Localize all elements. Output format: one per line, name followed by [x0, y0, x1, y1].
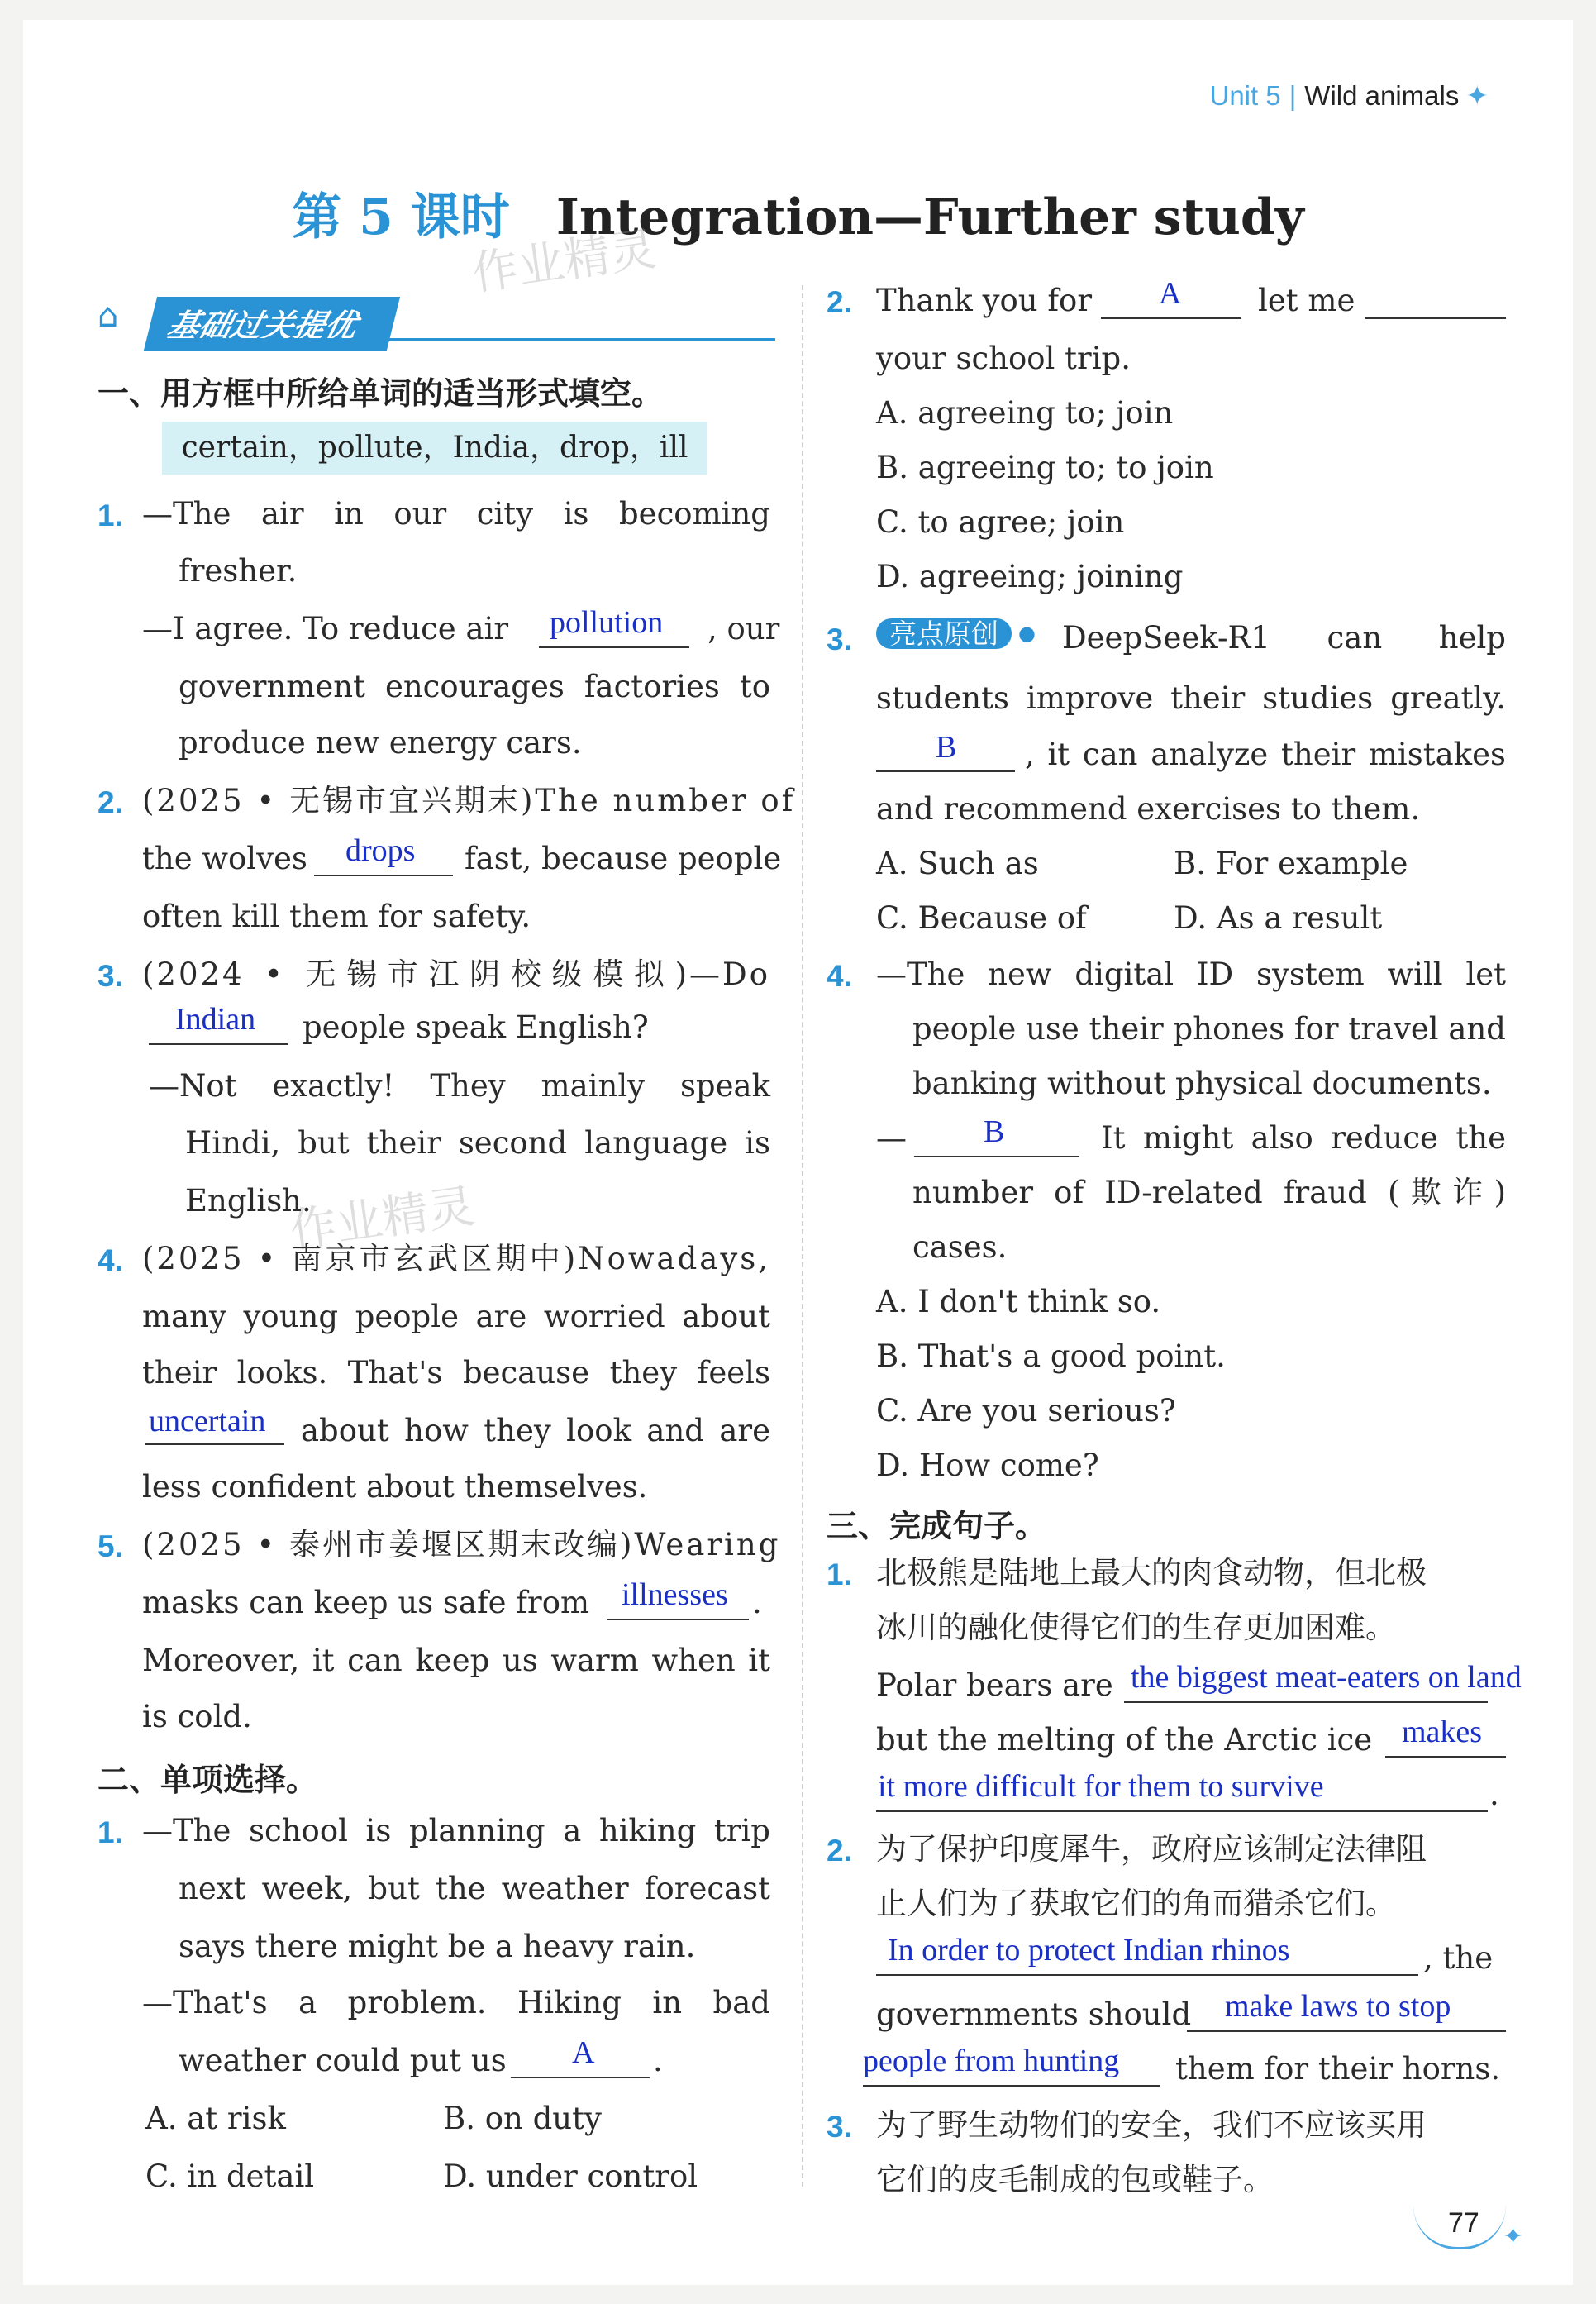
answer-text: Indian — [175, 1002, 256, 1037]
question-text: English. — [185, 1183, 312, 1219]
section-banner — [98, 293, 775, 343]
question-text: (2025 • 泰州市姜堰区期末改编)Wearing — [142, 1527, 781, 1562]
page-title — [0, 178, 1596, 249]
question-text: and recommend exercises to them. — [876, 791, 1421, 827]
question-text: —The school is planning a hiking trip — [142, 1813, 770, 1848]
question-text: . — [1489, 1777, 1499, 1812]
question-text: , our — [707, 611, 780, 646]
answer-text: people from hunting — [863, 2044, 1120, 2078]
question-text: —The new digital ID system will let — [876, 956, 1506, 992]
chinese-prompt: 它们的皮毛制成的包或鞋子。 — [876, 2162, 1274, 2197]
answer-blank[interactable] — [607, 1619, 749, 1620]
answer-text: make laws to stop — [1225, 1989, 1451, 2024]
question-number: 2. — [827, 1834, 852, 1868]
option-b[interactable]: B. agreeing to; to join — [876, 450, 1214, 485]
section3-heading: 三、完成句子。 — [827, 1508, 1047, 1544]
chinese-prompt: 北极熊是陆地上最大的肉食动物，但北极 — [876, 1555, 1427, 1591]
unit-label: Unit 5 — [1209, 80, 1281, 111]
question-text: Hindi, but their second language is — [185, 1125, 770, 1161]
answer-blank[interactable] — [314, 875, 453, 876]
answer-text: pollution — [550, 605, 664, 640]
question-text: —That's a problem. Hiking in bad — [142, 1985, 770, 2020]
answer-text: B — [984, 1114, 1005, 1149]
original-tag: 亮点原创 — [876, 618, 1012, 649]
question-text: DeepSeek-R1 can help — [1062, 620, 1506, 656]
option-c[interactable]: C. Are you serious? — [876, 1393, 1176, 1429]
answer-text: In order to protect Indian rhinos — [888, 1933, 1290, 1968]
question-text: It might also reduce the — [1101, 1120, 1506, 1156]
question-text: Moreover, it can keep us warm when it — [142, 1643, 770, 1678]
lesson-name: Integration—Further study — [555, 188, 1304, 246]
answer-blank[interactable] — [1124, 1701, 1488, 1703]
question-text: fast, because people — [465, 841, 782, 876]
question-text: next week, but the weather forecast — [179, 1871, 770, 1906]
answer-text: the biggest meat-eaters on land — [1131, 1660, 1522, 1695]
question-text: Polar bears are — [876, 1667, 1113, 1703]
answer-blank[interactable] — [1187, 2030, 1506, 2032]
question-number: 3. — [98, 959, 123, 993]
question-number: 5. — [98, 1529, 123, 1563]
question-text: about how they look and are — [301, 1413, 770, 1448]
word-box: certain，pollute，India，drop，ill — [162, 422, 707, 475]
sparkle-icon: ✦ — [1465, 80, 1489, 111]
question-number: 1. — [98, 498, 123, 532]
option-d[interactable]: D. under control — [443, 2159, 698, 2194]
question-text: government encourages factories to — [179, 669, 770, 704]
question-text: produce new energy cars. — [179, 725, 582, 761]
question-number: 2. — [827, 285, 852, 319]
question-text: —The air in our city is becoming — [142, 496, 770, 532]
answer-text: makes — [1402, 1715, 1483, 1749]
banner-rule — [147, 338, 775, 341]
answer-blank[interactable] — [1385, 1756, 1506, 1758]
question-text: —I agree. To reduce air — [142, 611, 509, 646]
question-text: banking without physical documents. — [912, 1066, 1492, 1101]
question-text: cases. — [912, 1229, 1008, 1265]
question-text: says there might be a heavy rain. — [179, 1929, 696, 1964]
question-text: Thank you for — [876, 283, 1093, 318]
question-text: weather could put us — [179, 2043, 507, 2078]
option-d[interactable]: D. agreeing; joining — [876, 559, 1184, 594]
answer-blank[interactable] — [145, 1443, 284, 1445]
watermark: 作业精灵 — [469, 222, 660, 302]
question-text: (2025 • 无锡市宜兴期末)The number of — [142, 783, 796, 818]
section1-heading: 一、用方框中所给单词的适当形式填空。 — [98, 375, 664, 412]
question-text: (2024 • 无锡市江阴校级模拟)—Do — [142, 956, 770, 992]
tag-dot-icon: ● — [1018, 622, 1036, 645]
question-text: their looks. That's because they feels — [142, 1355, 770, 1391]
question-number: 2. — [98, 785, 123, 819]
chinese-prompt: 冰川的融化使得它们的生存更加困难。 — [876, 1610, 1396, 1645]
chinese-prompt: 为了保护印度犀牛，政府应该制定法律阻 — [876, 1831, 1427, 1867]
question-text: often kill them for safety. — [142, 899, 531, 934]
sparkle-icon: ✦ — [1503, 2222, 1524, 2251]
answer-blank[interactable] — [511, 2077, 650, 2078]
answer-blank[interactable] — [1365, 317, 1506, 319]
question-text: students improve their studies greatly. — [876, 680, 1506, 716]
answer-blank[interactable] — [149, 1043, 288, 1045]
option-b[interactable]: B. For example — [1174, 846, 1408, 881]
question-text: . — [752, 1585, 762, 1620]
answer-blank[interactable] — [914, 1156, 1079, 1157]
question-text: —Not exactly! They mainly speak — [149, 1068, 770, 1104]
question-number: 3. — [827, 2110, 852, 2144]
question-text: governments should — [876, 1996, 1192, 2032]
option-c[interactable]: C. to agree; join — [876, 504, 1125, 540]
question-text: people use their phones for travel and — [912, 1011, 1506, 1047]
option-a[interactable]: A. Such as — [876, 846, 1039, 881]
unit-header — [1210, 79, 1489, 112]
question-text: let me — [1258, 283, 1355, 318]
question-text: less confident about themselves. — [142, 1469, 648, 1505]
question-text: — — [876, 1120, 907, 1156]
option-a[interactable]: A. agreeing to; join — [876, 395, 1174, 431]
answer-text: it more difficult for them to survive — [878, 1769, 1324, 1804]
highlight-tag-line — [876, 618, 1042, 650]
option-b[interactable]: B. That's a good point. — [876, 1338, 1226, 1374]
answer-text: A — [572, 2035, 595, 2070]
question-text: the wolves — [142, 841, 307, 876]
option-a[interactable]: A. at risk — [145, 2101, 286, 2136]
question-number: 1. — [98, 1815, 123, 1849]
question-number: 1. — [827, 1557, 852, 1591]
question-text: masks can keep us safe from — [142, 1585, 590, 1620]
question-text: . — [653, 2043, 663, 2078]
question-text: , it can analyze their mistakes — [1025, 737, 1506, 772]
banner-label: 基础过关提优 — [144, 297, 400, 351]
watermark: 作业精灵 — [287, 1179, 479, 1259]
answer-text: uncertain — [149, 1404, 266, 1438]
question-text: them for their horns. — [1175, 2051, 1501, 2087]
option-c[interactable]: C. in detail — [145, 2159, 315, 2194]
question-number: 4. — [98, 1243, 123, 1277]
chinese-prompt: 止人们为了获取它们的角而猎杀它们。 — [876, 1886, 1396, 1921]
answer-blank[interactable] — [539, 646, 689, 648]
option-b[interactable]: B. on duty — [443, 2101, 602, 2136]
answer-blank[interactable] — [1101, 317, 1241, 319]
question-text: fresher. — [179, 553, 298, 589]
answer-text: B — [936, 730, 957, 765]
question-number: 3. — [827, 623, 852, 656]
answer-text: drops — [345, 833, 416, 868]
lesson-number: 第 5 课时 — [292, 188, 510, 246]
house-icon: ⌂ — [98, 297, 119, 335]
chinese-prompt: 为了野生动物们的安全，我们不应该买用 — [876, 2107, 1427, 2143]
question-text: , the — [1423, 1940, 1494, 1976]
unit-topic: Wild animals — [1304, 80, 1460, 111]
answer-text: A — [1159, 276, 1182, 311]
question-text: is cold. — [142, 1699, 252, 1734]
question-text: but the melting of the Arctic ice — [876, 1722, 1373, 1758]
question-text: many young people are worried about — [142, 1299, 770, 1334]
question-number: 4. — [827, 959, 852, 993]
column-divider — [802, 285, 803, 2187]
option-d[interactable]: D. How come? — [876, 1448, 1099, 1483]
question-text: (2025 • 南京市玄武区期中)Nowadays, — [142, 1241, 770, 1276]
option-d[interactable]: D. As a result — [1174, 900, 1383, 936]
section2-heading: 二、单项选择。 — [98, 1762, 318, 1798]
header-separator: | — [1289, 80, 1297, 111]
answer-blank[interactable] — [863, 2085, 1160, 2087]
answer-blank[interactable] — [876, 1810, 1488, 1812]
question-text: your school trip. — [876, 341, 1131, 376]
page-number: 77 — [1448, 2207, 1479, 2239]
option-c[interactable]: C. Because of — [876, 900, 1087, 936]
question-text: people speak English? — [303, 1009, 649, 1045]
answer-text: illnesses — [622, 1577, 728, 1612]
answer-blank[interactable] — [876, 1974, 1418, 1976]
option-a[interactable]: A. I don't think so. — [876, 1284, 1161, 1319]
answer-blank[interactable] — [876, 770, 1015, 772]
question-text: number of ID-related fraud (欺诈) — [912, 1175, 1506, 1210]
